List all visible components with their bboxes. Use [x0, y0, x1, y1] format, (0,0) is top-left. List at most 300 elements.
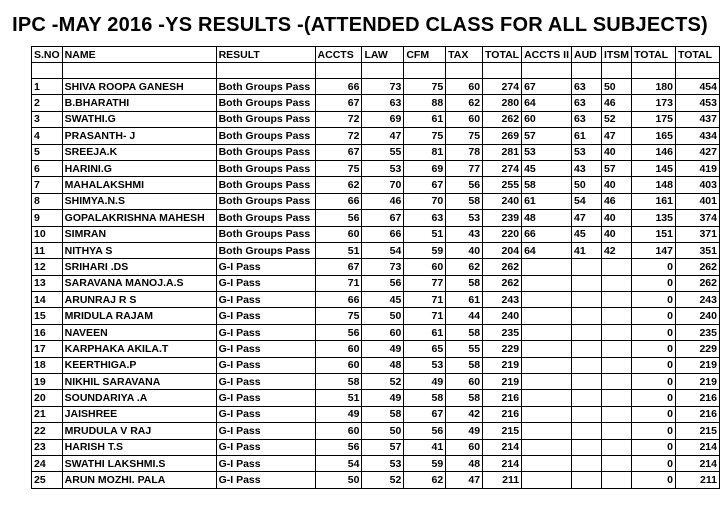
col-header-aud: AUD: [572, 47, 602, 63]
result-cell: G-I Pass: [216, 455, 315, 471]
accts-cell: 75: [315, 160, 362, 176]
header-row: [32, 47, 720, 63]
accts-cell: 60: [315, 357, 362, 373]
itsm-cell: 46: [601, 193, 631, 209]
law-cell: 47: [362, 128, 404, 144]
accts-cell: 49: [315, 406, 362, 422]
result-cell: Both Groups Pass: [216, 226, 315, 242]
total-g2-cell: 0: [632, 374, 676, 390]
aud-cell: 43: [572, 160, 602, 176]
tax-cell: 78: [446, 144, 483, 160]
cfm-cell: 75: [404, 78, 446, 94]
accts-ii-cell: 53: [522, 144, 572, 160]
tax-cell: 49: [446, 423, 483, 439]
cfm-cell: 41: [404, 439, 446, 455]
itsm-cell: [601, 455, 631, 471]
accts-ii-cell: [522, 308, 572, 324]
aud-cell: 54: [572, 193, 602, 209]
name-cell: SREEJA.K: [62, 144, 216, 160]
accts-cell: 56: [315, 439, 362, 455]
sno-cell: 1: [32, 78, 63, 94]
table-row: [32, 455, 720, 471]
table-row: [32, 226, 720, 242]
total-g2-cell: 161: [632, 193, 676, 209]
total-g2-cell: 0: [632, 341, 676, 357]
total-g1-cell: 204: [483, 242, 522, 258]
name-cell: SHIMYA.N.S: [62, 193, 216, 209]
itsm-cell: 40: [601, 144, 631, 160]
total-overall-cell: 262: [676, 275, 720, 291]
sno-cell: 24: [32, 455, 63, 471]
col-header-total-g1: TOTAL: [483, 47, 522, 63]
result-cell: Both Groups Pass: [216, 95, 315, 111]
result-cell: G-I Pass: [216, 324, 315, 340]
accts-ii-cell: [522, 341, 572, 357]
sno-cell: 4: [32, 128, 63, 144]
table-row: [32, 308, 720, 324]
total-g2-cell: 0: [632, 292, 676, 308]
sno-cell: 3: [32, 111, 63, 127]
table-row: [32, 275, 720, 291]
aud-cell: [572, 259, 602, 275]
law-cell: 63: [362, 95, 404, 111]
result-cell: G-I Pass: [216, 439, 315, 455]
itsm-cell: [601, 308, 631, 324]
name-cell: NAVEEN: [62, 324, 216, 340]
result-cell: Both Groups Pass: [216, 111, 315, 127]
cfm-cell: 49: [404, 374, 446, 390]
accts-ii-cell: [522, 406, 572, 422]
total-g1-cell: 269: [483, 128, 522, 144]
total-overall-cell: 427: [676, 144, 720, 160]
accts-cell: 60: [315, 226, 362, 242]
tax-cell: 58: [446, 324, 483, 340]
sno-cell: 20: [32, 390, 63, 406]
itsm-cell: [601, 406, 631, 422]
cfm-cell: 81: [404, 144, 446, 160]
table-row: [32, 160, 720, 176]
itsm-cell: [601, 423, 631, 439]
total-overall-cell: 216: [676, 406, 720, 422]
aud-cell: [572, 324, 602, 340]
accts-cell: 51: [315, 242, 362, 258]
total-g2-cell: 165: [632, 128, 676, 144]
total-g1-cell: 281: [483, 144, 522, 160]
name-cell: KARPHAKA AKILA.T: [62, 341, 216, 357]
col-header-cfm: CFM: [404, 47, 446, 63]
accts-cell: 50: [315, 472, 362, 488]
law-cell: 70: [362, 177, 404, 193]
cfm-cell: 71: [404, 292, 446, 308]
name-cell: NITHYA S: [62, 242, 216, 258]
aud-cell: [572, 406, 602, 422]
tax-cell: 62: [446, 95, 483, 111]
result-cell: G-I Pass: [216, 472, 315, 488]
itsm-cell: 40: [601, 210, 631, 226]
cfm-cell: 65: [404, 341, 446, 357]
cfm-cell: 75: [404, 128, 446, 144]
aud-cell: [572, 275, 602, 291]
accts-ii-cell: 58: [522, 177, 572, 193]
itsm-cell: [601, 292, 631, 308]
total-overall-cell: 229: [676, 341, 720, 357]
accts-cell: 71: [315, 275, 362, 291]
col-header-result: RESULT: [216, 47, 315, 63]
accts-ii-cell: [522, 390, 572, 406]
tax-cell: 47: [446, 472, 483, 488]
cfm-cell: 60: [404, 259, 446, 275]
sno-cell: 13: [32, 275, 63, 291]
sno-cell: 19: [32, 374, 63, 390]
accts-cell: 60: [315, 423, 362, 439]
sno-cell: 17: [32, 341, 63, 357]
total-g2-cell: 0: [632, 357, 676, 373]
total-overall-cell: 219: [676, 357, 720, 373]
total-g2-cell: 0: [632, 324, 676, 340]
cfm-cell: 62: [404, 472, 446, 488]
accts-ii-cell: 64: [522, 95, 572, 111]
law-cell: 54: [362, 242, 404, 258]
accts-cell: 67: [315, 95, 362, 111]
total-g2-cell: 0: [632, 259, 676, 275]
sno-cell: 18: [32, 357, 63, 373]
cfm-cell: 70: [404, 193, 446, 209]
total-g1-cell: 255: [483, 177, 522, 193]
total-g1-cell: 235: [483, 324, 522, 340]
sno-cell: 9: [32, 210, 63, 226]
sno-cell: 5: [32, 144, 63, 160]
name-cell: SARAVANA MANOJ.A.S: [62, 275, 216, 291]
itsm-cell: 42: [601, 242, 631, 258]
total-overall-cell: 437: [676, 111, 720, 127]
itsm-cell: 52: [601, 111, 631, 127]
table-row: [32, 472, 720, 488]
sno-cell: 10: [32, 226, 63, 242]
itsm-cell: [601, 259, 631, 275]
cfm-cell: 51: [404, 226, 446, 242]
total-overall-cell: 219: [676, 374, 720, 390]
total-g2-cell: 180: [632, 78, 676, 94]
result-cell: Both Groups Pass: [216, 210, 315, 226]
table-row: [32, 144, 720, 160]
name-cell: B.BHARATHI: [62, 95, 216, 111]
total-g1-cell: 215: [483, 423, 522, 439]
result-cell: Both Groups Pass: [216, 78, 315, 94]
law-cell: 53: [362, 160, 404, 176]
table-row: [32, 406, 720, 422]
name-cell: SRIHARI .DS: [62, 259, 216, 275]
sno-cell: 7: [32, 177, 63, 193]
itsm-cell: [601, 357, 631, 373]
accts-cell: 72: [315, 111, 362, 127]
col-header-total-g2: TOTAL: [632, 47, 676, 63]
aud-cell: 63: [572, 95, 602, 111]
law-cell: 45: [362, 292, 404, 308]
law-cell: 55: [362, 144, 404, 160]
accts-cell: 66: [315, 78, 362, 94]
total-overall-cell: 351: [676, 242, 720, 258]
name-cell: SWATHI.G: [62, 111, 216, 127]
total-overall-cell: 214: [676, 455, 720, 471]
law-cell: 52: [362, 374, 404, 390]
itsm-cell: 46: [601, 95, 631, 111]
col-header-tax: TAX: [446, 47, 483, 63]
law-cell: 50: [362, 423, 404, 439]
result-cell: Both Groups Pass: [216, 177, 315, 193]
table-row: [32, 357, 720, 373]
total-overall-cell: 434: [676, 128, 720, 144]
sno-cell: 11: [32, 242, 63, 258]
table-row: [32, 374, 720, 390]
aud-cell: 63: [572, 78, 602, 94]
accts-ii-cell: 64: [522, 242, 572, 258]
total-g1-cell: 216: [483, 406, 522, 422]
total-g1-cell: 274: [483, 160, 522, 176]
result-cell: G-I Pass: [216, 308, 315, 324]
aud-cell: 53: [572, 144, 602, 160]
sno-cell: 23: [32, 439, 63, 455]
accts-ii-cell: 67: [522, 78, 572, 94]
cfm-cell: 77: [404, 275, 446, 291]
total-overall-cell: 374: [676, 210, 720, 226]
total-g1-cell: 220: [483, 226, 522, 242]
aud-cell: [572, 455, 602, 471]
table-row: [32, 242, 720, 258]
cfm-cell: 61: [404, 111, 446, 127]
law-cell: 60: [362, 324, 404, 340]
sno-cell: 25: [32, 472, 63, 488]
results-body: [32, 63, 720, 488]
itsm-cell: 50: [601, 78, 631, 94]
accts-ii-cell: [522, 259, 572, 275]
accts-cell: 66: [315, 193, 362, 209]
table-row: [32, 111, 720, 127]
total-overall-cell: 216: [676, 390, 720, 406]
total-g1-cell: 243: [483, 292, 522, 308]
tax-cell: 55: [446, 341, 483, 357]
blank-row: [32, 63, 720, 79]
cfm-cell: 53: [404, 357, 446, 373]
table-row: [32, 390, 720, 406]
accts-ii-cell: [522, 292, 572, 308]
table-row: [32, 439, 720, 455]
accts-cell: 56: [315, 210, 362, 226]
law-cell: 58: [362, 406, 404, 422]
total-g2-cell: 0: [632, 390, 676, 406]
tax-cell: 62: [446, 259, 483, 275]
itsm-cell: [601, 324, 631, 340]
sno-cell: 14: [32, 292, 63, 308]
cfm-cell: 71: [404, 308, 446, 324]
tax-cell: 44: [446, 308, 483, 324]
name-cell: HARINI.G: [62, 160, 216, 176]
result-cell: G-I Pass: [216, 374, 315, 390]
accts-ii-cell: 57: [522, 128, 572, 144]
name-cell: ARUN MOZHI. PALA: [62, 472, 216, 488]
table-row: [32, 324, 720, 340]
accts-cell: 51: [315, 390, 362, 406]
total-g2-cell: 0: [632, 406, 676, 422]
accts-cell: 60: [315, 341, 362, 357]
sno-cell: 21: [32, 406, 63, 422]
name-cell: SOUNDARIYA .A: [62, 390, 216, 406]
law-cell: 73: [362, 259, 404, 275]
total-g1-cell: 262: [483, 111, 522, 127]
itsm-cell: [601, 341, 631, 357]
tax-cell: 42: [446, 406, 483, 422]
total-g1-cell: 219: [483, 357, 522, 373]
sno-cell: 16: [32, 324, 63, 340]
accts-ii-cell: 66: [522, 226, 572, 242]
cfm-cell: 88: [404, 95, 446, 111]
total-overall-cell: 453: [676, 95, 720, 111]
total-g2-cell: 146: [632, 144, 676, 160]
total-g2-cell: 0: [632, 308, 676, 324]
accts-ii-cell: [522, 357, 572, 373]
law-cell: 57: [362, 439, 404, 455]
itsm-cell: [601, 472, 631, 488]
result-cell: G-I Pass: [216, 423, 315, 439]
name-cell: MRIDULA RAJAM: [62, 308, 216, 324]
total-overall-cell: 214: [676, 439, 720, 455]
accts-cell: 72: [315, 128, 362, 144]
result-cell: G-I Pass: [216, 259, 315, 275]
col-header-accts: ACCTS: [315, 47, 362, 63]
total-overall-cell: 262: [676, 259, 720, 275]
aud-cell: [572, 341, 602, 357]
table-row: [32, 292, 720, 308]
total-g1-cell: 229: [483, 341, 522, 357]
total-g2-cell: 147: [632, 242, 676, 258]
aud-cell: [572, 292, 602, 308]
tax-cell: 75: [446, 128, 483, 144]
cfm-cell: 59: [404, 455, 446, 471]
col-header-itsm: ITSM: [601, 47, 631, 63]
accts-cell: 56: [315, 324, 362, 340]
result-cell: Both Groups Pass: [216, 128, 315, 144]
law-cell: 66: [362, 226, 404, 242]
tax-cell: 58: [446, 275, 483, 291]
name-cell: SIMRAN: [62, 226, 216, 242]
result-cell: Both Groups Pass: [216, 144, 315, 160]
name-cell: JAISHREE: [62, 406, 216, 422]
cfm-cell: 67: [404, 406, 446, 422]
result-cell: G-I Pass: [216, 275, 315, 291]
law-cell: 50: [362, 308, 404, 324]
aud-cell: [572, 423, 602, 439]
tax-cell: 48: [446, 455, 483, 471]
itsm-cell: [601, 439, 631, 455]
aud-cell: [572, 374, 602, 390]
total-overall-cell: 401: [676, 193, 720, 209]
tax-cell: 53: [446, 210, 483, 226]
table-row: [32, 177, 720, 193]
cfm-cell: 69: [404, 160, 446, 176]
sno-cell: 22: [32, 423, 63, 439]
accts-ii-cell: 60: [522, 111, 572, 127]
total-overall-cell: 215: [676, 423, 720, 439]
table-row: [32, 78, 720, 94]
total-overall-cell: 454: [676, 78, 720, 94]
law-cell: 52: [362, 472, 404, 488]
accts-cell: 58: [315, 374, 362, 390]
tax-cell: 60: [446, 374, 483, 390]
sno-cell: 15: [32, 308, 63, 324]
total-g1-cell: 262: [483, 259, 522, 275]
name-cell: HARISH T.S: [62, 439, 216, 455]
total-g2-cell: 0: [632, 423, 676, 439]
accts-cell: 66: [315, 292, 362, 308]
total-g2-cell: 175: [632, 111, 676, 127]
cfm-cell: 63: [404, 210, 446, 226]
results-table: [31, 46, 720, 489]
tax-cell: 60: [446, 111, 483, 127]
col-header-name: NAME: [62, 47, 216, 63]
accts-ii-cell: [522, 374, 572, 390]
tax-cell: 58: [446, 357, 483, 373]
cfm-cell: 58: [404, 390, 446, 406]
accts-ii-cell: 48: [522, 210, 572, 226]
name-cell: PRASANTH- J: [62, 128, 216, 144]
name-cell: SWATHI LAKSHMI.S: [62, 455, 216, 471]
accts-ii-cell: [522, 275, 572, 291]
page-title: IPC -MAY 2016 -YS RESULTS -(ATTENDED CLASS FOR ALL SUBJECTS): [12, 14, 708, 36]
aud-cell: [572, 439, 602, 455]
table-row: [32, 193, 720, 209]
total-g1-cell: 216: [483, 390, 522, 406]
cfm-cell: 61: [404, 324, 446, 340]
itsm-cell: 47: [601, 128, 631, 144]
total-overall-cell: 419: [676, 160, 720, 176]
name-cell: ARUNRAJ R S: [62, 292, 216, 308]
col-header-total-overall: TOTAL: [676, 47, 720, 63]
result-cell: G-I Pass: [216, 357, 315, 373]
result-cell: G-I Pass: [216, 341, 315, 357]
accts-ii-cell: 45: [522, 160, 572, 176]
total-overall-cell: 371: [676, 226, 720, 242]
total-overall-cell: 243: [676, 292, 720, 308]
law-cell: 73: [362, 78, 404, 94]
accts-cell: 54: [315, 455, 362, 471]
table-row: [32, 95, 720, 111]
accts-ii-cell: [522, 472, 572, 488]
law-cell: 67: [362, 210, 404, 226]
itsm-cell: 57: [601, 160, 631, 176]
accts-cell: 67: [315, 144, 362, 160]
col-header-law: LAW: [362, 47, 404, 63]
tax-cell: 77: [446, 160, 483, 176]
name-cell: GOPALAKRISHNA MAHESH: [62, 210, 216, 226]
aud-cell: [572, 472, 602, 488]
accts-ii-cell: [522, 455, 572, 471]
total-g1-cell: 214: [483, 455, 522, 471]
tax-cell: 56: [446, 177, 483, 193]
law-cell: 56: [362, 275, 404, 291]
itsm-cell: 40: [601, 226, 631, 242]
col-header-sno: S.NO: [32, 47, 63, 63]
result-cell: G-I Pass: [216, 292, 315, 308]
name-cell: SHIVA ROOPA GANESH: [62, 78, 216, 94]
total-overall-cell: 235: [676, 324, 720, 340]
aud-cell: 47: [572, 210, 602, 226]
col-header-accts-ii: ACCTS II: [522, 47, 572, 63]
itsm-cell: [601, 390, 631, 406]
itsm-cell: [601, 275, 631, 291]
law-cell: 49: [362, 390, 404, 406]
accts-ii-cell: 61: [522, 193, 572, 209]
total-g2-cell: 0: [632, 472, 676, 488]
accts-cell: 62: [315, 177, 362, 193]
